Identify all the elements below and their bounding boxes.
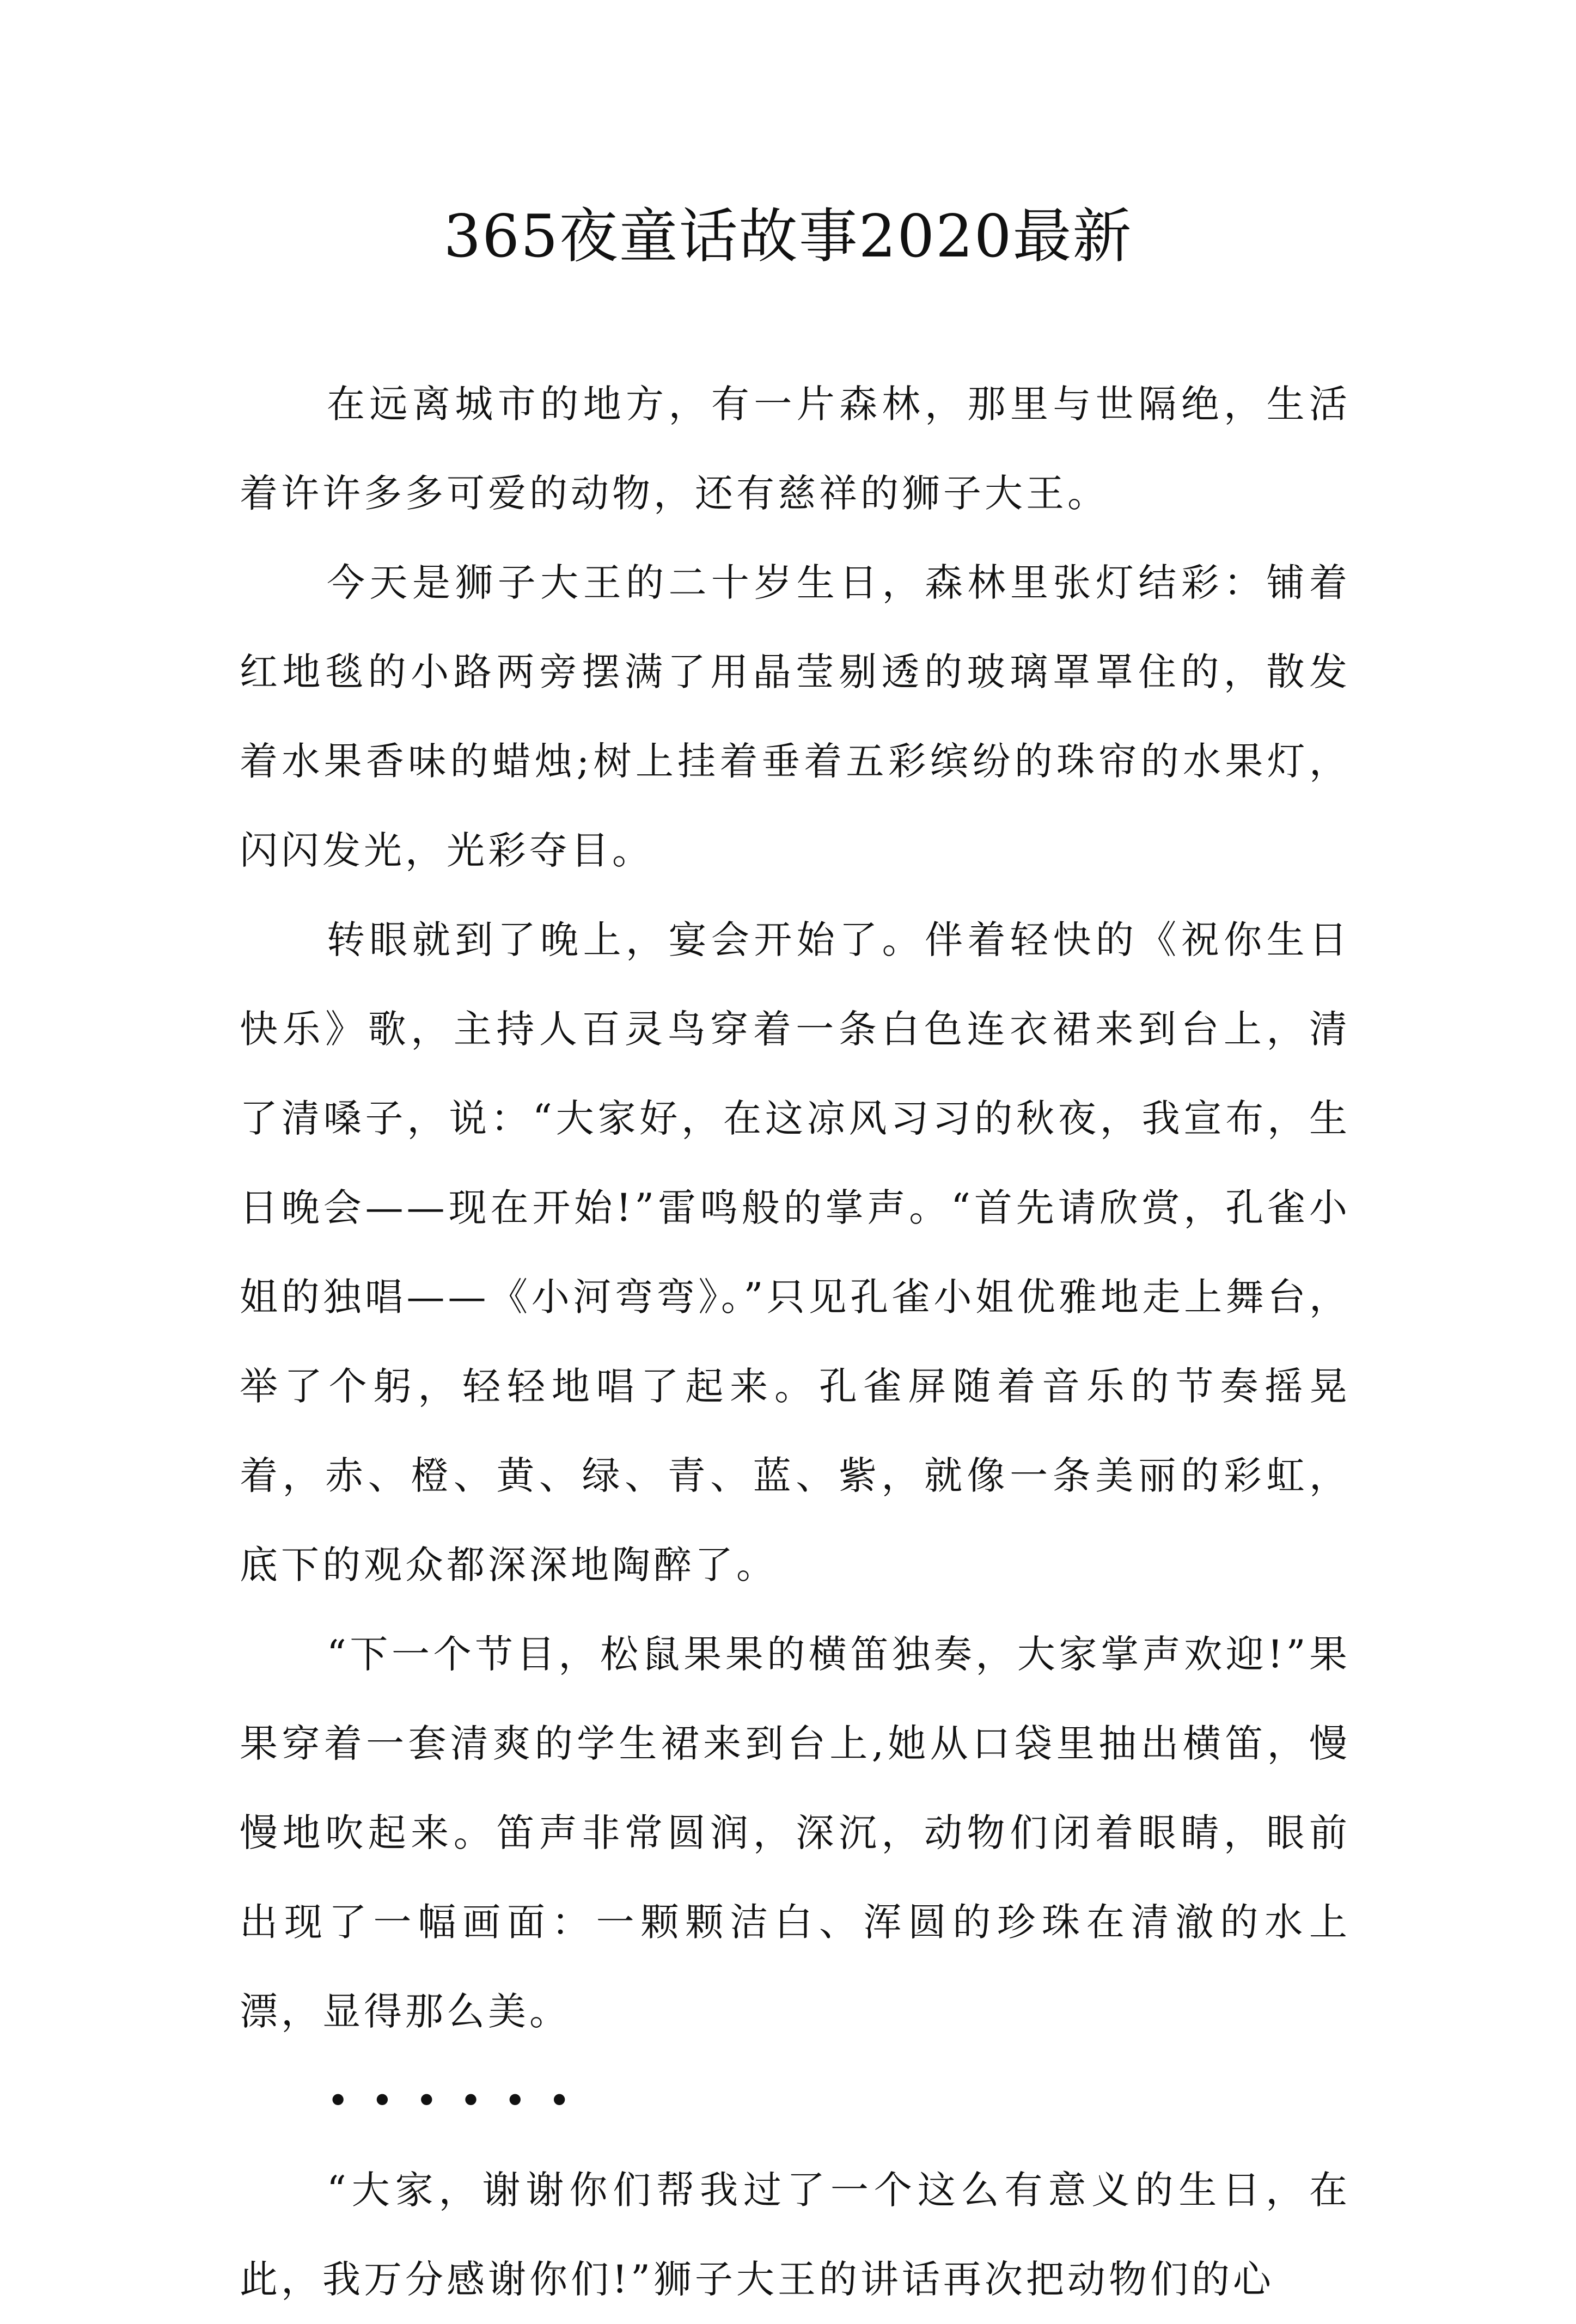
paragraph-2: 今天是狮子大王的二十岁生日，森林里张灯结彩：铺着红地毯的小路两旁摆满了用晶莹剔透的玻璃罩罩住的，散发着水果香味的蜡烛;树上挂着垂着五彩缤纷的珠帘的水果灯，闪闪发光，光彩夺目。 bbox=[240, 560, 1351, 873]
paragraph-1: 在远离城市的地方，有一片森林，那里与世隔绝，生活着许许多多可爱的动物，还有慈祥的狮子大王。 bbox=[240, 382, 1351, 516]
paragraph-5: “大家，谢谢你们帮我过了一个这么有意义的生日，在此，我万分感谢你们!”狮子大王的讲话再次把动物们的心 bbox=[240, 2168, 1351, 2302]
paragraph-3: 转眼就到了晚上，宴会开始了。伴着轻快的《祝你生日快乐》歌，主持人百灵鸟穿着一条白色连衣裙来到台上，清了清嗓子，说：“大家好，在这凉风习习的秋夜，我宣布，生日晚会——现在开始!”雷鸣般的掌声。“首先请欣赏，孔雀小姐的独唱——《小河弯弯》。”只见孔雀小姐优雅地走上舞台，举了个躬，轻轻地唱了起来。孔雀屏随着音乐的节奏摇晃着，赤、橙、黄、绿、青、蓝、紫，就像一条美丽的彩虹，底下的观众都深深地陶醉了。 bbox=[240, 918, 1351, 1587]
document-title: 365夜童话故事2020最新 bbox=[443, 203, 1133, 271]
document-body bbox=[240, 359, 1351, 2324]
paragraph-4: “下一个节目，松鼠果果的横笛独奏，大家掌声欢迎!”果果穿着一套清爽的学生裙来到台上,她从口袋里抽出横笛，慢慢地吹起来。笛声非常圆润，深沉，动物们闭着眼睛，眼前出现了一幅画面：一颗颗洁白、浑圆的珍珠在清澈的水上漂，显得那么美。 bbox=[240, 1632, 1351, 2034]
ellipsis-divider: •••••• bbox=[327, 2078, 592, 2123]
